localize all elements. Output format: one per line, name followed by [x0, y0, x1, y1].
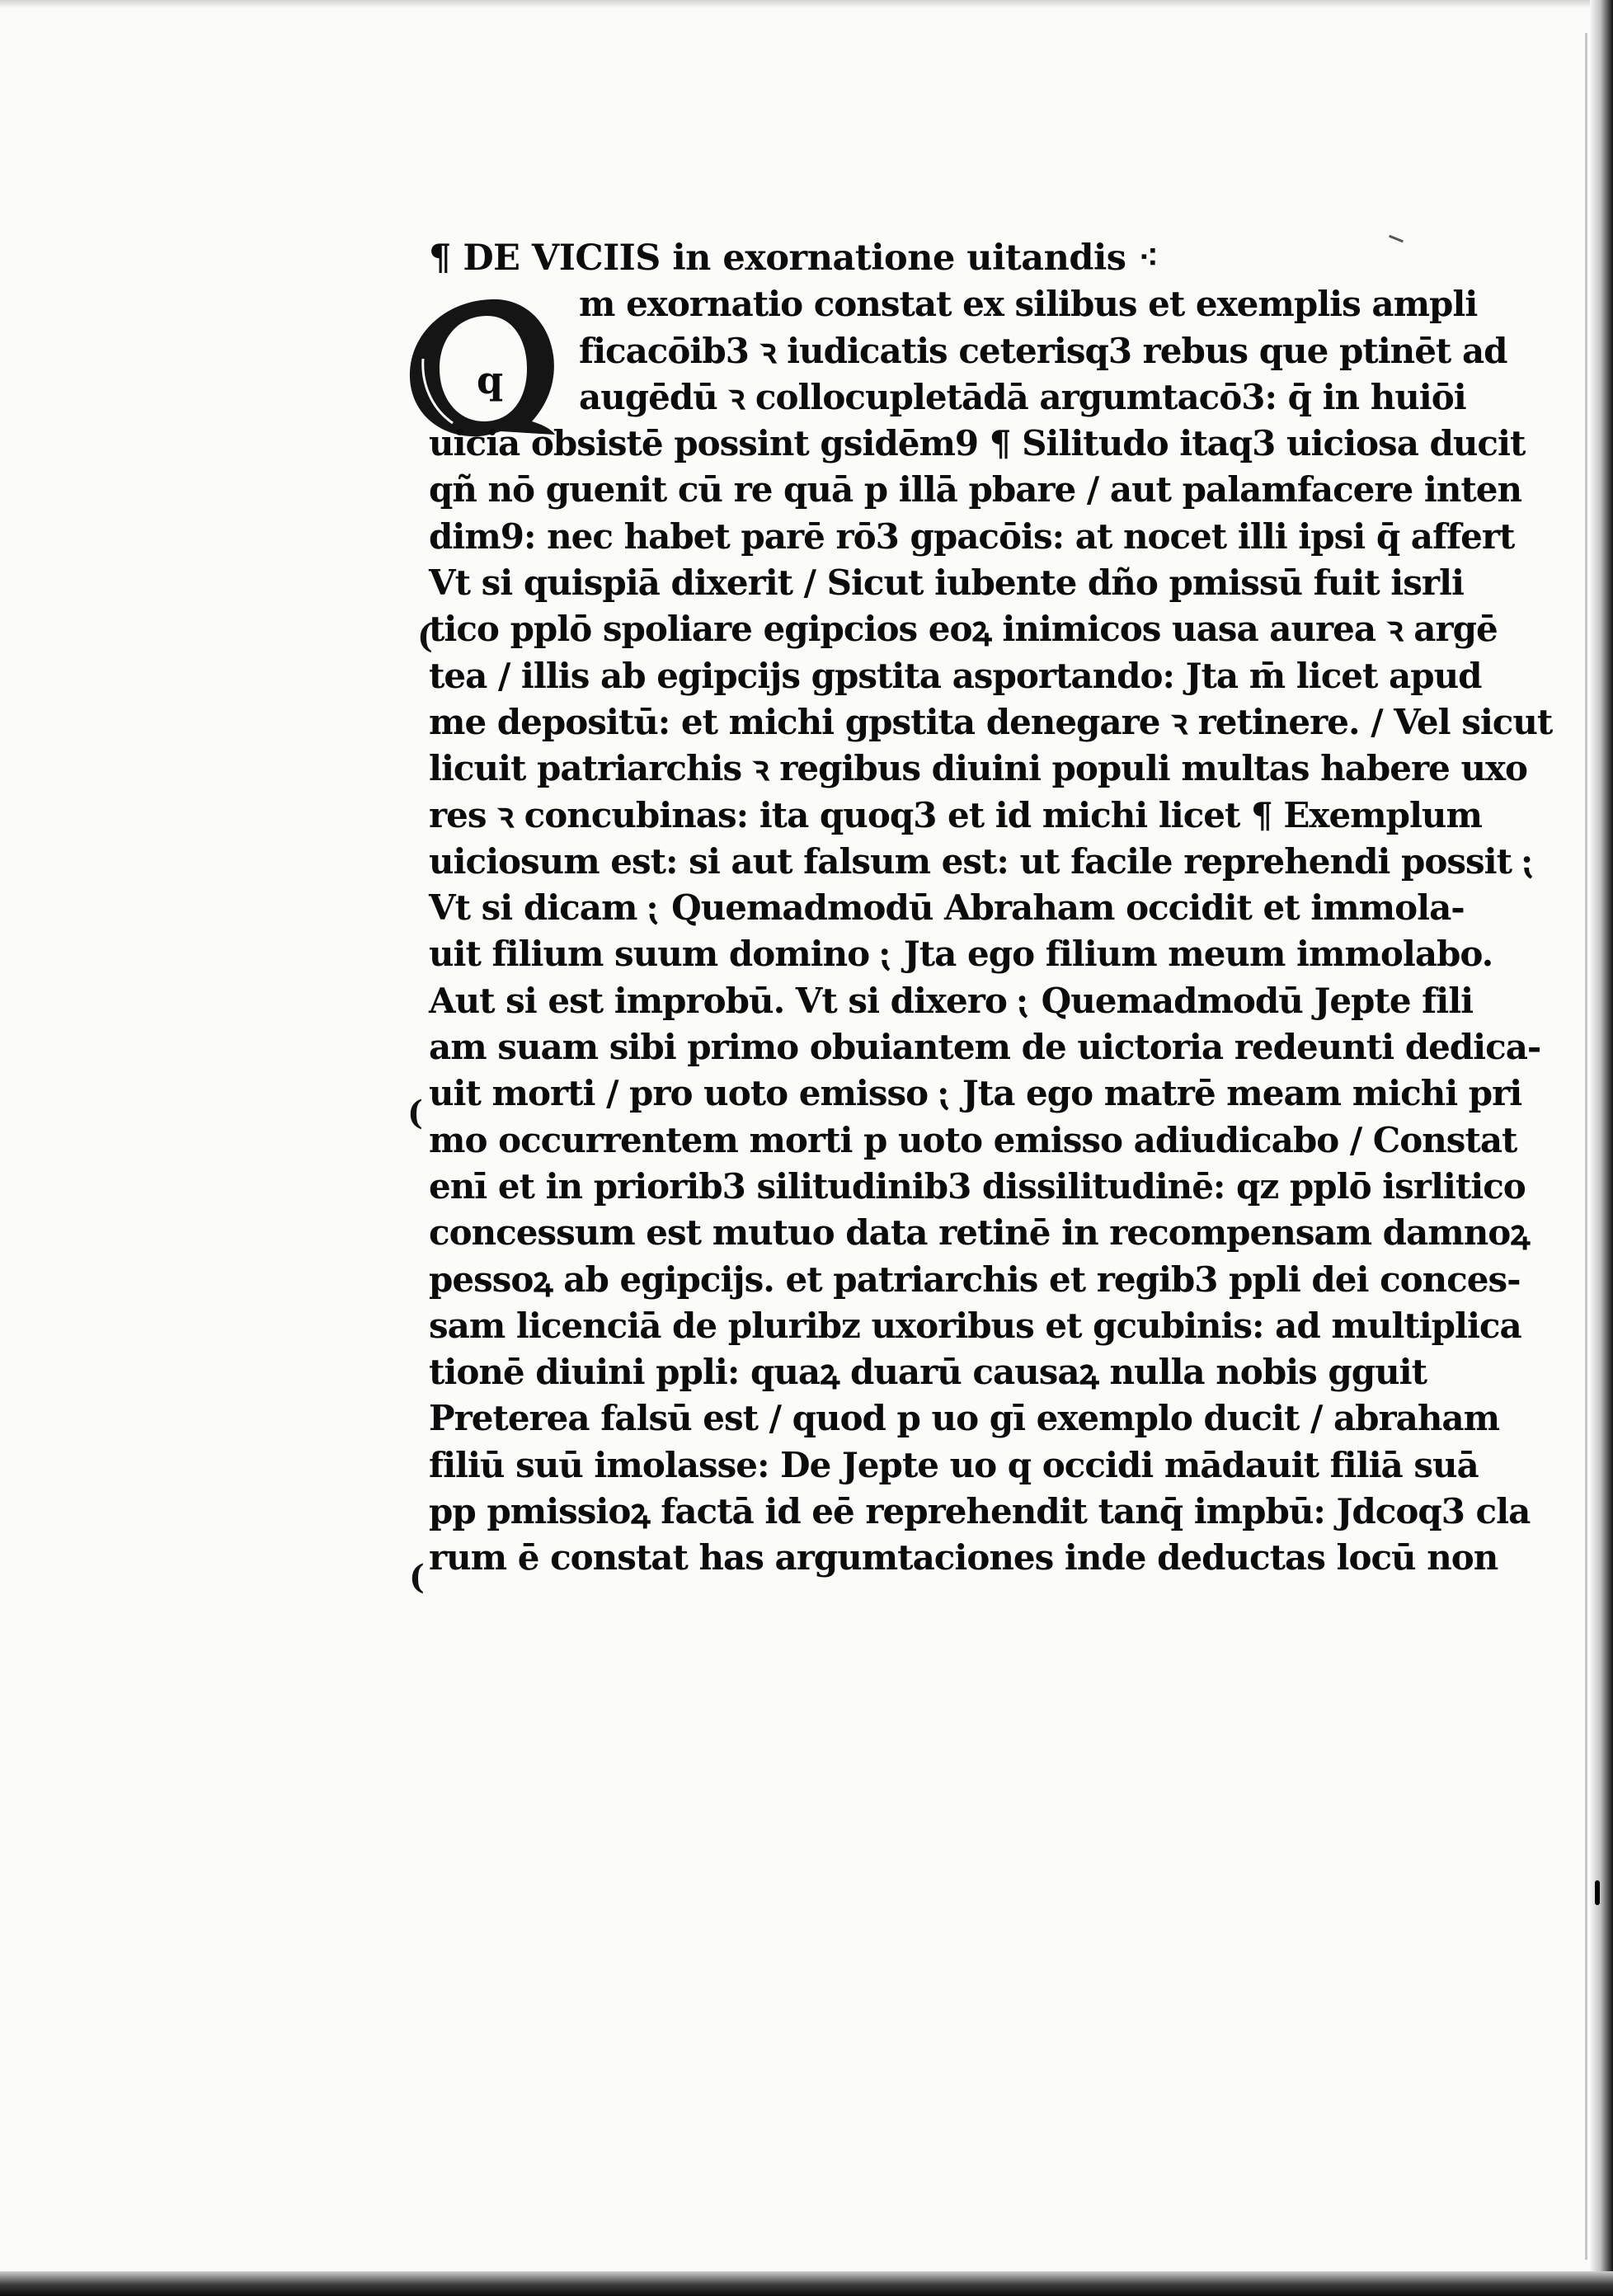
page-text-block: [429, 235, 1553, 1582]
margin-mark: (: [409, 1558, 425, 1597]
right-scan-edge: [1590, 0, 1613, 2296]
text-line: m exornatio constat ex silibus et exemplis ampli: [579, 284, 1478, 325]
text-line: augēdū ꝛ collocupletādā argumtacō3: q̄ in huiōi: [579, 376, 1466, 417]
text-line: rum ē constat has argumtaciones inde deductas locū non: [429, 1537, 1498, 1578]
text-line: qñ nō guenit cū re quā p illā pbare / aut palamfacere inten: [429, 469, 1522, 510]
text-line: sam licenciā de pluribz uxoribus et gcubinis: ad multiplica: [429, 1305, 1521, 1346]
guide-letter: q: [477, 358, 504, 402]
text-line: tico pplō spoliare egipcios eoꝝ inimicos uasa aurea ꝛ argē: [429, 609, 1498, 650]
margin-mark: (: [407, 1094, 423, 1132]
text-line: uit filium suum domino ⁏ Jta ego filium meum immolabo.: [429, 934, 1493, 975]
text-line: mo occurrentem morti p uoto emisso adiudicabo / Constat: [429, 1119, 1517, 1160]
bottom-scan-edge: [0, 2271, 1613, 2296]
text-line: ficacōib3 ꝛ iudicatis ceterisq3 rebus que ptinēt ad: [579, 330, 1507, 371]
text-line: pessoꝝ ab egipcijs. et patriarchis et regib3 ppli dei conces-: [429, 1259, 1521, 1300]
text-line: dim9: nec habet parē rō3 gpacōis: at nocet illi ipsi q̄ affert: [429, 515, 1515, 557]
text-line: uiciosum est: si aut falsum est: ut facile reprehendi possit ⁏: [429, 840, 1535, 882]
text-line: filiū suū imolasse: De Jepte uo q occidi mādauit filiā suā: [429, 1444, 1479, 1485]
text-line: am suam sibi primo obuiantem de uictoria redeunti dedica-: [429, 1027, 1541, 1068]
section-heading: ¶ DE VICIIS in exornatione uitandis ⁖: [429, 238, 1159, 279]
top-scan-edge: [0, 0, 1613, 8]
text-line: uicia obsistē possint gsidēm9 ¶ Silitudo itaq3 uiciosa ducit: [429, 423, 1526, 464]
text-line: Vt si quispiā dixerit / Sicut iubente dño pmissū fuit isrli: [429, 562, 1464, 604]
text-line: concessum est mutuo data retinē in recompensam damnoꝝ: [429, 1212, 1530, 1254]
text-line: Aut si est improbū. Vt si dixero ⁏ Quemadmodū Jepte fili: [429, 980, 1474, 1021]
page-crease: [1585, 33, 1587, 2260]
text-line: tea / illis ab egipcijs gpstita asportando: Jta m̄ licet apud: [429, 655, 1482, 696]
margin-mark: (: [417, 617, 433, 656]
text-line: uit morti / pro uoto emisso ⁏ Jta ego matrē meam michi pri: [429, 1073, 1522, 1114]
text-line: Preterea falsū est / quod p uo gī exemplo ducit / abraham: [429, 1398, 1500, 1439]
text-line: me depositū: et michi gpstita denegare ꝛ retinere. / Vel sicut: [429, 701, 1553, 742]
text-line: tionē diuini ppli: quaꝝ duarū causaꝝ nulla nobis gguit: [429, 1352, 1427, 1393]
text-line: Vt si dicam ⁏ Quemadmodū Abraham occidit et immola-: [429, 887, 1465, 929]
text-line: enī et in priorib3 silitudinib3 dissilitudinē: qz pplō isrlitico: [429, 1165, 1526, 1207]
text-line: licuit patriarchis ꝛ regibus diuini populi multas habere uxo: [429, 748, 1528, 789]
text-line: pp pmissioꝝ factā id eē reprehendit tanq̄ impbū: Jdcoq3 cla: [429, 1491, 1531, 1532]
side-ink-mark: [1595, 1880, 1600, 1905]
text-line: res ꝛ concubinas: ita quoq3 et id michi licet ¶ Exemplum: [429, 794, 1482, 835]
